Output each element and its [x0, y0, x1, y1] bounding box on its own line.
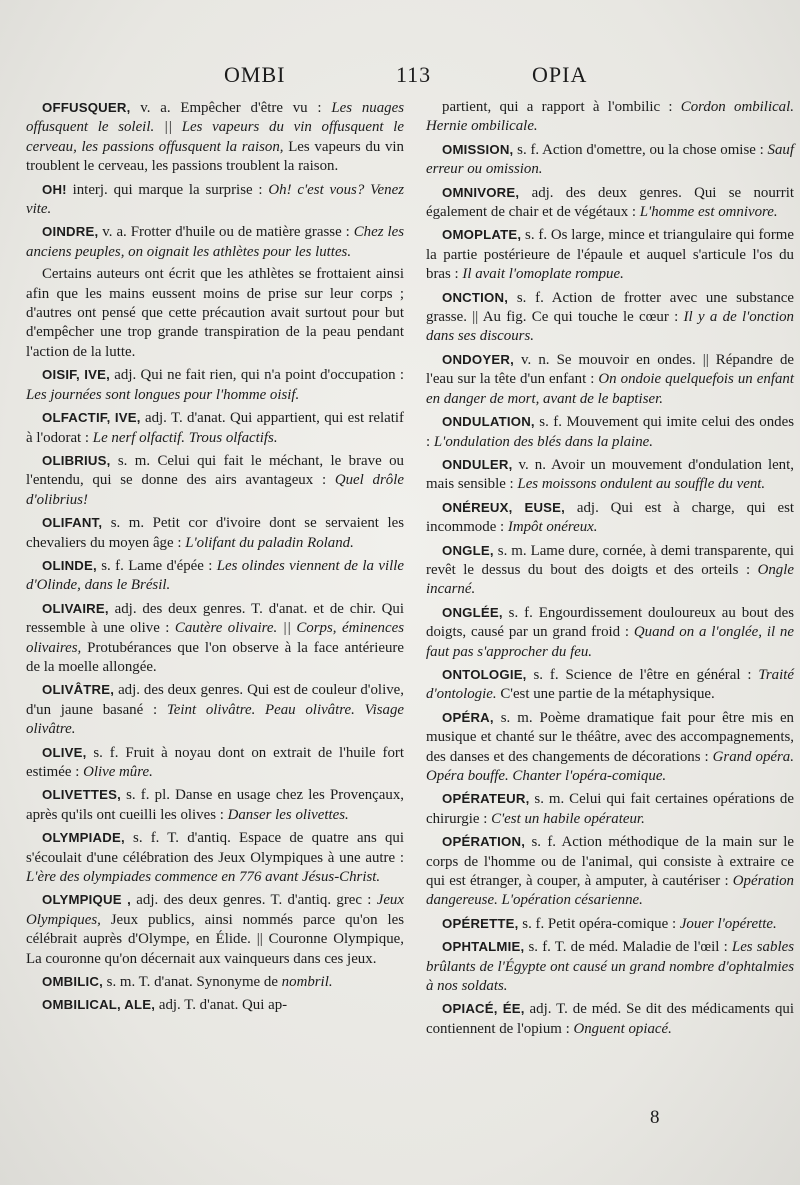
dictionary-entry	[26, 743, 404, 783]
entry-examples: Les olindes viennent de la ville d'Olinde, dans le Brésil.	[26, 557, 404, 594]
entry-examples: C'est un habile opérateur.	[491, 810, 645, 827]
dictionary-entry	[426, 183, 794, 223]
entry-headword: OLYMPIQUE ,	[42, 892, 132, 908]
entry-headword: ONDULER,	[442, 456, 513, 472]
dictionary-entry	[26, 98, 404, 177]
entry-headword: OINDRE,	[42, 224, 99, 240]
entry-definition: v. a. Frotter d'huile ou de matière grasse :	[98, 224, 354, 241]
entry-headword: OLIBRIUS,	[42, 452, 111, 468]
entry-examples: L'ère des olympiades commence en 776 avant Jésus-Christ.	[26, 869, 381, 886]
entry-definition: s. m. Celui qui fait certaines opérations de chirurgie :	[426, 791, 794, 827]
entry-definition: adj. des deux genres. Qui se nourrit également de chair et de végétaux :	[426, 184, 794, 221]
entry-definition: s. m. Poème dramatique fait pour être mis en musique et chanté sur le théâtre, avec des accompagnements, des danses et des changements de décorations :	[426, 709, 794, 765]
entry-headword: ONDULATION,	[442, 414, 535, 430]
entry-examples: Les moissons ondulent au souffle du vent.	[517, 476, 766, 493]
entry-examples: L'olifant du paladin Roland.	[185, 534, 354, 551]
entry-definition-continued: Les vapeurs du vin troublent le cerveau, les passions troublent la raison.	[26, 138, 404, 175]
entry-definition: s. m. Petit cor d'ivoire dont se servaient les chevaliers du moyen âge :	[26, 515, 404, 551]
entry-examples: Jouer l'opérette.	[679, 915, 777, 932]
entry-definition: adj. T. de méd. Se dit des médicaments qui contiennent de l'opium :	[426, 1001, 794, 1037]
entry-examples: L'homme est omnivore.	[639, 204, 778, 221]
dictionary-entry	[26, 972, 404, 992]
entry-headword: OLYMPIADE,	[42, 830, 125, 846]
entry-examples: Les sables brûlants de l'Égypte ont causé un grand nombre d'ophtalmies à nos soldats.	[426, 939, 794, 995]
entry-headword: OLIFANT,	[42, 515, 103, 531]
entry-headword: OMISSION,	[442, 141, 514, 157]
header-right-guideword: OPIA	[532, 62, 588, 87]
dictionary-entry	[426, 832, 794, 911]
entry-definition: adj. T. d'anat. Qui appartient, qui est relatif à l'odorat :	[26, 410, 405, 446]
entry-examples: Impôt onéreux.	[507, 519, 598, 536]
dictionary-entry	[426, 350, 794, 409]
header-left-guideword: OMBI	[224, 62, 286, 87]
entry-headword: OMNIVORE,	[442, 184, 520, 200]
signature-mark: 8	[650, 1107, 660, 1128]
entry-headword: ONTOLOGIE,	[442, 666, 527, 682]
dictionary-entry	[426, 541, 794, 600]
entry-examples: Quel drôle d'olibrius!	[26, 472, 404, 508]
dictionary-entry	[26, 995, 404, 1015]
entry-examples: Les journées sont longues pour l'homme oisif.	[26, 386, 300, 403]
entry-definition: interj. qui marque la surprise :	[66, 181, 269, 198]
entry-definition: s. f. Action d'omettre, ou la chose omise :	[513, 141, 768, 158]
entry-definition: s. f. Fruit à noyau dont on extrait de l'huile fort estimée :	[26, 744, 404, 780]
entry-definition: s. f. Petit opéra-comique :	[518, 915, 680, 932]
entry-note	[26, 265, 404, 362]
entry-headword: OLFACTIF, IVE,	[42, 410, 141, 426]
entry-headword: OLINDE,	[42, 557, 97, 573]
dictionary-entry	[426, 498, 794, 538]
entry-definition: s. m. T. d'anat. Synonyme de	[102, 974, 282, 991]
entry-definition: s. f. Science de l'être en général :	[526, 666, 759, 683]
entry-examples: Teint olivâtre. Peau olivâtre. Visage olivâtre.	[26, 701, 404, 738]
entry-definition: adj. T. d'anat. Qui ap-	[155, 997, 288, 1014]
dictionary-entry	[426, 288, 794, 347]
entry-definition: s. f. Action méthodique de la main sur le corps de l'homme ou de l'animal, qui consiste à extraire ce qui est étranger, à couper, à amputer, à cautériser :	[426, 834, 794, 890]
entry-definition: s. f. Mouvement qui imite celui des ondes :	[426, 414, 794, 450]
entry-headword: OH!	[42, 181, 67, 197]
dictionary-entry	[426, 98, 794, 137]
dictionary-entry	[426, 603, 794, 662]
entry-headword: ONGLÉE,	[442, 604, 503, 620]
entry-definition-continued: C'est une partie de la métaphysique.	[496, 686, 715, 703]
entry-definition: adj. Qui ne fait rien, qui n'a point d'occupation :	[110, 367, 404, 384]
entry-definition: adj. des deux genres. T. d'antiq. grec :	[131, 892, 377, 909]
entry-definition: s. f. T. de méd. Maladie de l'œil :	[524, 939, 732, 956]
left-column	[26, 98, 404, 1019]
dictionary-entry	[426, 937, 794, 996]
entry-examples: Opération dangereuse. L'opération césarienne.	[426, 873, 794, 909]
entry-examples: Chez les anciens peuples, on oignait les athlètes pour les luttes.	[26, 224, 404, 260]
dictionary-entry	[426, 789, 794, 829]
dictionary-entry	[426, 140, 794, 180]
entry-examples: Quand on a l'onglée, il ne faut pas s'approcher du feu.	[426, 624, 794, 660]
entry-examples: Il y a de l'onction dans ses discours.	[426, 309, 794, 345]
entry-definition: s. f. Engourdissement douloureux au bout des doigts, causé par un grand froid :	[426, 604, 794, 641]
entry-examples: Le nerf olfactif. Trous olfactifs.	[92, 429, 278, 446]
entry-definition: v. n. Se mouvoir en ondes. || Répandre de l'eau sur la tête d'un enfant :	[426, 351, 794, 388]
entry-headword: OMBILICAL, ALE,	[42, 997, 156, 1013]
entry-headword: OMOPLATE,	[442, 227, 522, 243]
entry-headword: OLIVAIRE,	[42, 600, 109, 616]
entry-examples: Olive mûre.	[83, 764, 153, 780]
entry-definition: s. m. Lame dure, cornée, à demi transparente, qui revêt le dessus du bout des doigts et des orteils :	[426, 542, 794, 578]
entry-definition: s. f. Os large, mince et triangulaire qui forme la partie postérieure de l'épaule et auquel s'articule l'os du bras :	[426, 227, 794, 283]
dictionary-entry	[426, 708, 794, 787]
entry-examples: On ondoie quelquefois un enfant en danger de mort, avant de le baptiser.	[426, 371, 794, 407]
entry-definition: s. f. pl. Danse en usage chez les Provençaux, après qu'ils ont cueilli les olives :	[26, 787, 404, 823]
dictionary-entry	[26, 556, 404, 596]
dictionary-entry	[426, 999, 794, 1039]
entry-headword: ONDOYER,	[442, 351, 514, 367]
dictionary-entry	[26, 785, 404, 825]
entry-definition: adj. des deux genres. T. d'anat. et de chir. Qui ressemble à une olive :	[26, 600, 404, 637]
entry-definition: s. f. Action de frotter avec une substance grasse. || Au fig. Ce qui touche le cœur :	[426, 289, 794, 326]
dictionary-entry	[426, 914, 794, 934]
dictionary-entry	[26, 890, 404, 969]
entry-definition: v. n. Avoir un mouvement d'ondulation lent, mais sensible :	[426, 456, 794, 493]
running-head	[0, 62, 800, 90]
entry-headword: OISIF, IVE,	[42, 367, 110, 383]
entry-definition-continued: Protubérances que l'on observe à la face antérieure de la moelle allongée.	[26, 639, 404, 675]
page-number: 113	[396, 62, 432, 87]
entry-headword: OPIACÉ, ÉE,	[442, 1001, 525, 1017]
entry-examples: nombril.	[281, 974, 333, 991]
entry-definition: partient, qui a rapport à l'ombilic :	[442, 99, 681, 115]
dictionary-entry	[26, 828, 404, 887]
dictionary-entry	[26, 222, 404, 262]
dictionary-entry	[26, 180, 404, 220]
entry-examples: Traité d'ontologie.	[426, 666, 794, 703]
entry-examples: Grand opéra. Opéra bouffe. Chanter l'opéra-comique.	[426, 748, 794, 784]
dictionary-entry	[26, 451, 404, 510]
entry-definition: v. a. Empêcher d'être vu :	[130, 100, 332, 116]
right-column	[426, 98, 794, 1042]
note-text: Certains auteurs ont écrit que les athlètes se frottaient ainsi afin que les mains eussent moins de prise sur leur corps ; d'autres ont pensé que cette précaution avait surtout pour but d'empêcher une trop grande transpiration de la peau pendant l'action de la lutte.	[26, 266, 404, 360]
entry-headword: OPÉRATEUR,	[442, 791, 530, 807]
entry-headword: OPÉRA,	[442, 709, 494, 725]
dictionary-entry	[26, 599, 404, 678]
entry-definition: s. f. Lame d'épée :	[96, 557, 217, 574]
dictionary-entry	[426, 455, 794, 495]
entry-definition: s. f. T. d'antiq. Espace de quatre ans qui s'écoulait d'une célébration des Jeux Olympiques à une autre :	[26, 830, 404, 866]
entry-headword: OPÉRETTE,	[442, 915, 519, 931]
entry-headword: OLIVE,	[42, 744, 87, 760]
entry-definition: adj. Qui est à charge, qui est incommode :	[426, 499, 794, 536]
dictionary-entry	[26, 680, 404, 739]
entry-examples: Danser les olivettes.	[227, 806, 349, 823]
entry-headword: ONÉREUX, EUSE,	[442, 499, 566, 515]
entry-definition: s. m. Celui qui fait le méchant, le brave ou l'entendu, qui se donne des airs avantageux :	[26, 452, 404, 489]
entry-headword: OLIVÂTRE,	[42, 682, 115, 698]
dictionary-entry	[26, 513, 404, 553]
entry-headword: OPÉRATION,	[442, 834, 526, 850]
entry-examples: Ongle incarné.	[426, 561, 794, 598]
entry-headword: ONGLE,	[442, 542, 494, 558]
entry-definition-continued: Jeux publics, ainsi nommés parce qu'on les célébrait auprès d'Olympe, en Élide. || Couronne Olympique, La couronne qu'on décernait aux vainqueurs dans ces jeux.	[26, 911, 404, 967]
entry-examples: Cautère olivaire. || Corps, éminences olivaires,	[26, 620, 404, 656]
entry-headword: OMBILIC,	[42, 974, 103, 990]
dictionary-entry	[426, 412, 794, 452]
entry-headword: OLIVETTES,	[42, 787, 121, 803]
entry-examples: Onguent opiacé.	[573, 1020, 672, 1037]
entry-definition: adj. des deux genres. Qui est de couleur d'olive, d'un jaune basané :	[26, 682, 404, 718]
dictionary-entry	[426, 225, 794, 284]
entry-examples: Les nuages offusquent le soleil. || Les vapeurs du vin offusquent le cerveau, les passions offusquent la raison,	[26, 100, 405, 155]
entry-headword: OPHTALMIE,	[442, 939, 525, 955]
entry-examples: Jeux Olympiques,	[26, 892, 404, 928]
dictionary-entry	[426, 665, 794, 705]
entry-examples: Il avait l'omoplate rompue.	[462, 266, 624, 283]
entry-examples: Cordon ombilical. Hernie ombilicale.	[426, 99, 794, 135]
dictionary-entry	[26, 365, 404, 405]
entry-examples: L'ondulation des blés dans la plaine.	[433, 433, 653, 450]
entry-headword: ONCTION,	[442, 289, 509, 305]
dictionary-entry	[26, 408, 404, 448]
entry-examples: Sauf erreur ou omission.	[426, 141, 794, 178]
entry-examples: Oh! c'est vous? Venez vite.	[26, 181, 404, 218]
entry-headword: OFFUSQUER,	[42, 100, 131, 115]
